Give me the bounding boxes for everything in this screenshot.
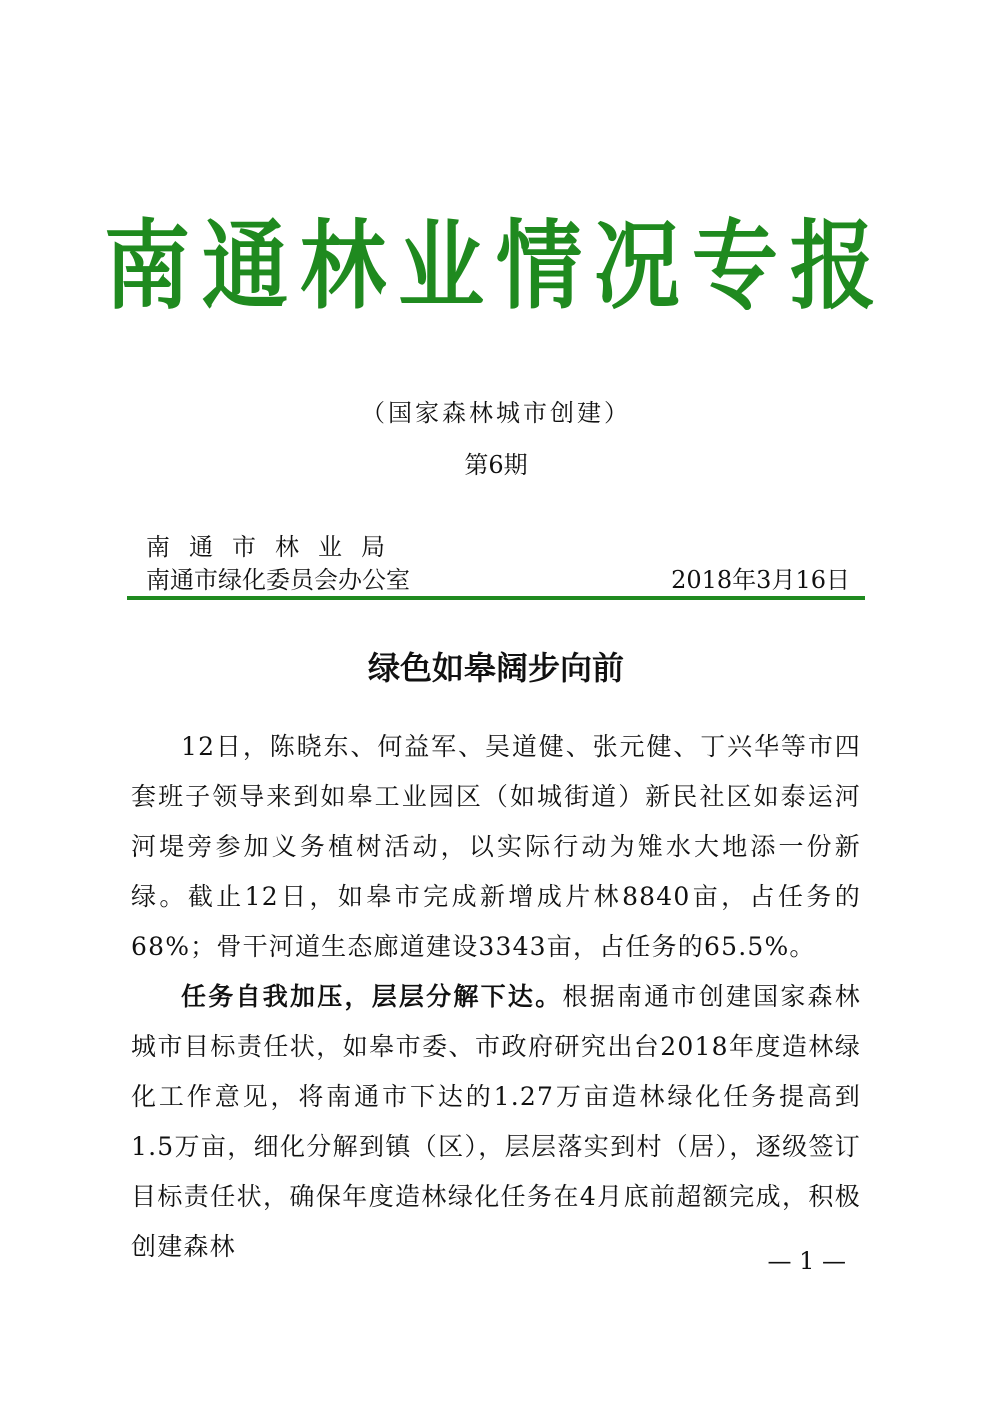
paragraph-body: 根据南通市创建国家森林城市目标责任状，如皋市委、市政府研究出台2018年度造林绿化工作意见，将南通市下达的1.27万亩造林绿化任务提高到1.5万亩，细化分解到镇（区），层层落实到村（居），逐级签订目标责任状，确保年度造林绿化任务在4月底前超额完成，积极创建森林 <box>131 982 862 1261</box>
article-paragraph-1: 12日，陈晓东、何益军、吴道健、张元健、丁兴华等市四套班子领导来到如皋工业园区（如城街道）新民社区如泰运河河堤旁参加义务植树活动，以实际行动为雉水大地添一份新绿。截止12日，如皋市完成新增成片林8840亩，占任务的68%；骨干河道生态廊道建设3343亩，占任务的65.5%。 <box>131 732 861 961</box>
subtitle: （国家森林城市创建） <box>361 399 631 427</box>
article-paragraph-2 <box>131 972 861 1272</box>
paragraph-lead-sentence: 任务自我加压，层层分解下达。 <box>181 982 563 1011</box>
masthead-title: 南通林业情况专报 <box>104 211 888 324</box>
issuing-org-1: 南通市林业局 <box>146 533 404 561</box>
issuing-org-2: 南通市绿化委员会办公室 <box>146 566 410 594</box>
issue-number: 第6期 <box>464 451 528 479</box>
header-divider <box>127 596 865 600</box>
page-number: — 1 — <box>767 1247 846 1275</box>
article-title: 绿色如皋阔步向前 <box>367 649 624 687</box>
issue-date: 2018年3月16日 <box>671 566 850 594</box>
